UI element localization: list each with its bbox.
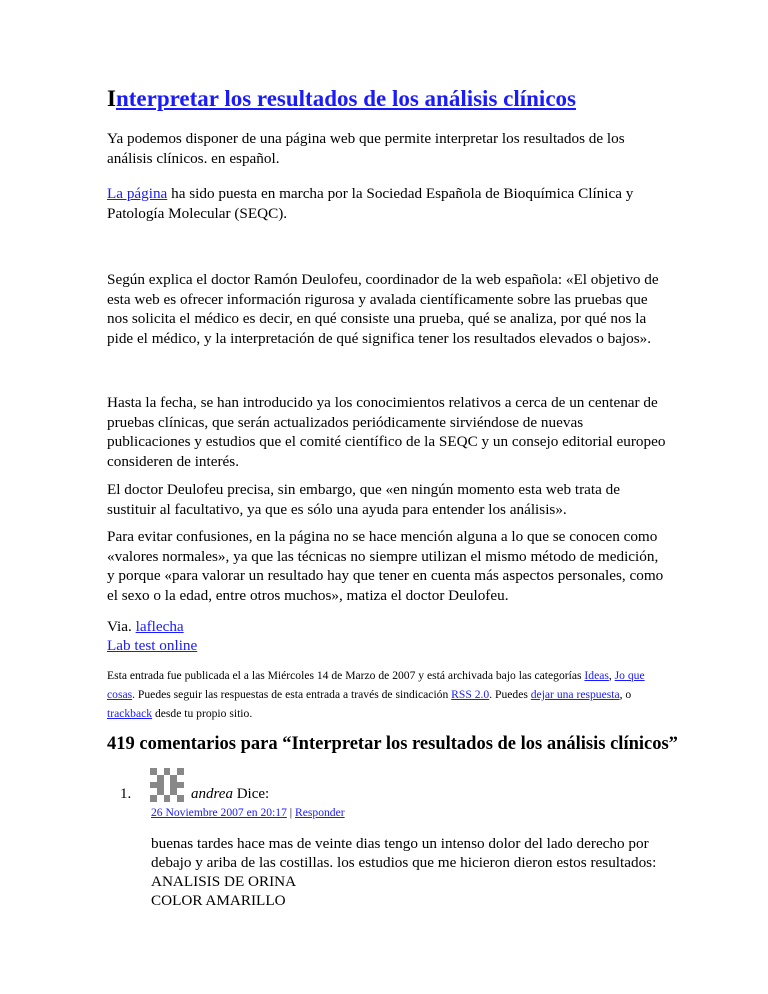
comment-date-link[interactable]: 26 Noviembre 2007 en 20:17 [151,806,287,819]
comment-line: buenas tardes hace mas de veinte dias tengo un intenso dolor del lado derecho por [151,835,649,852]
comment-line: debajo y ariba de las costillas. los estudios que me hicieron dieron estos resultados: [151,854,657,871]
lab-test-online-link[interactable]: Lab test online [107,637,198,654]
paragraph-confusiones: Para evitar confusiones, en la página no se hace mención alguna a lo que se conocen como «valores normales», ya que las técnicas no siempre utilizan el mismo método de medición, y porque «para valorar un resultado hay que tener en cuenta más aspectos personales, como el sexo o la edad, entre otros muchos», matiza el doctor Deulofeu. [107,528,664,604]
comment-number: 1. [120,786,132,802]
comment-reply-link[interactable]: Responder [295,806,345,819]
rss-link[interactable]: RSS 2.0 [451,688,490,701]
category-jo-que-cosas-link[interactable]: Jo que cosas [107,669,645,701]
comment-line: COLOR AMARILLO [151,892,286,909]
category-ideas-link[interactable]: Ideas [584,669,609,682]
lab-test-line [107,636,667,656]
via-line: Via. laflecha [107,618,184,635]
la-pagina-link[interactable]: La página [107,185,168,202]
avatar [150,768,184,802]
paragraph-deulofeu-quote: Según explica el doctor Ramón Deulofeu, coordinador de la web española: «El objetivo de esta web es ofrecer información rigurosa y avalada científicamente sobre las pruebas que nos solicita el médico es decir, en qué consiste una prueba, qué se analiza, por qué nos la pide el médico, y la interpretación de qué significa tener los resultados elevados o bajos». [107,271,659,347]
post-title[interactable]: Interpretar los resultados de los análisis clínicos [107,86,576,111]
comment-meta: 26 Noviembre 2007 en 20:17 | Responder [151,806,345,819]
intro-paragraph: Ya podemos disponer de una página web que permite interpretar los resultados de los análisis clínicos. en español. [107,130,625,167]
leave-reply-link[interactable]: dejar una respuesta [530,688,620,701]
comment-author: andrea Dice: [191,786,270,802]
laflecha-link[interactable]: laflecha [135,618,184,635]
paragraph-seqc: La página ha sido puesta en marcha por la Sociedad Española de Bioquímica Clínica y Patología Molecular (SEQC). [107,185,634,222]
paragraph-precisa: El doctor Deulofeu precisa, sin embargo, que «en ningún momento esta web trata de sustituir al facultativo, ya que es sólo una ayuda para entender los análisis». [107,481,620,518]
trackback-link[interactable]: trackback [107,707,153,720]
comments-heading: 419 comentarios para “Interpretar los resultados de los análisis clínicos” [107,734,678,754]
paragraph-centenar: Hasta la fecha, se han introducido ya los conocimientos relativos a cerca de un centenar de pruebas clínicas, que serán actualizados periódicamente sirviéndose de nuevas publicaciones y estudios que el comité científico de la SEQC y un consejo editorial europeo consideren de interés. [107,394,666,470]
comment-line: ANALISIS DE ORINA [151,873,297,890]
post-meta: Esta entrada fue publicada el a las Miércoles 14 de Marzo de 2007 y está archivada bajo las categorías Ideas, Jo que cosas. Puedes seguir las respuestas de esta entrada a través de sindicación RSS 2.0. Puedes dejar una respuesta, o trackback desde tu propio sitio. [107,669,645,720]
post-title-link[interactable]: nterpretar los resultados de los análisis clínicos [115,86,576,111]
comment-body [151,834,671,910]
